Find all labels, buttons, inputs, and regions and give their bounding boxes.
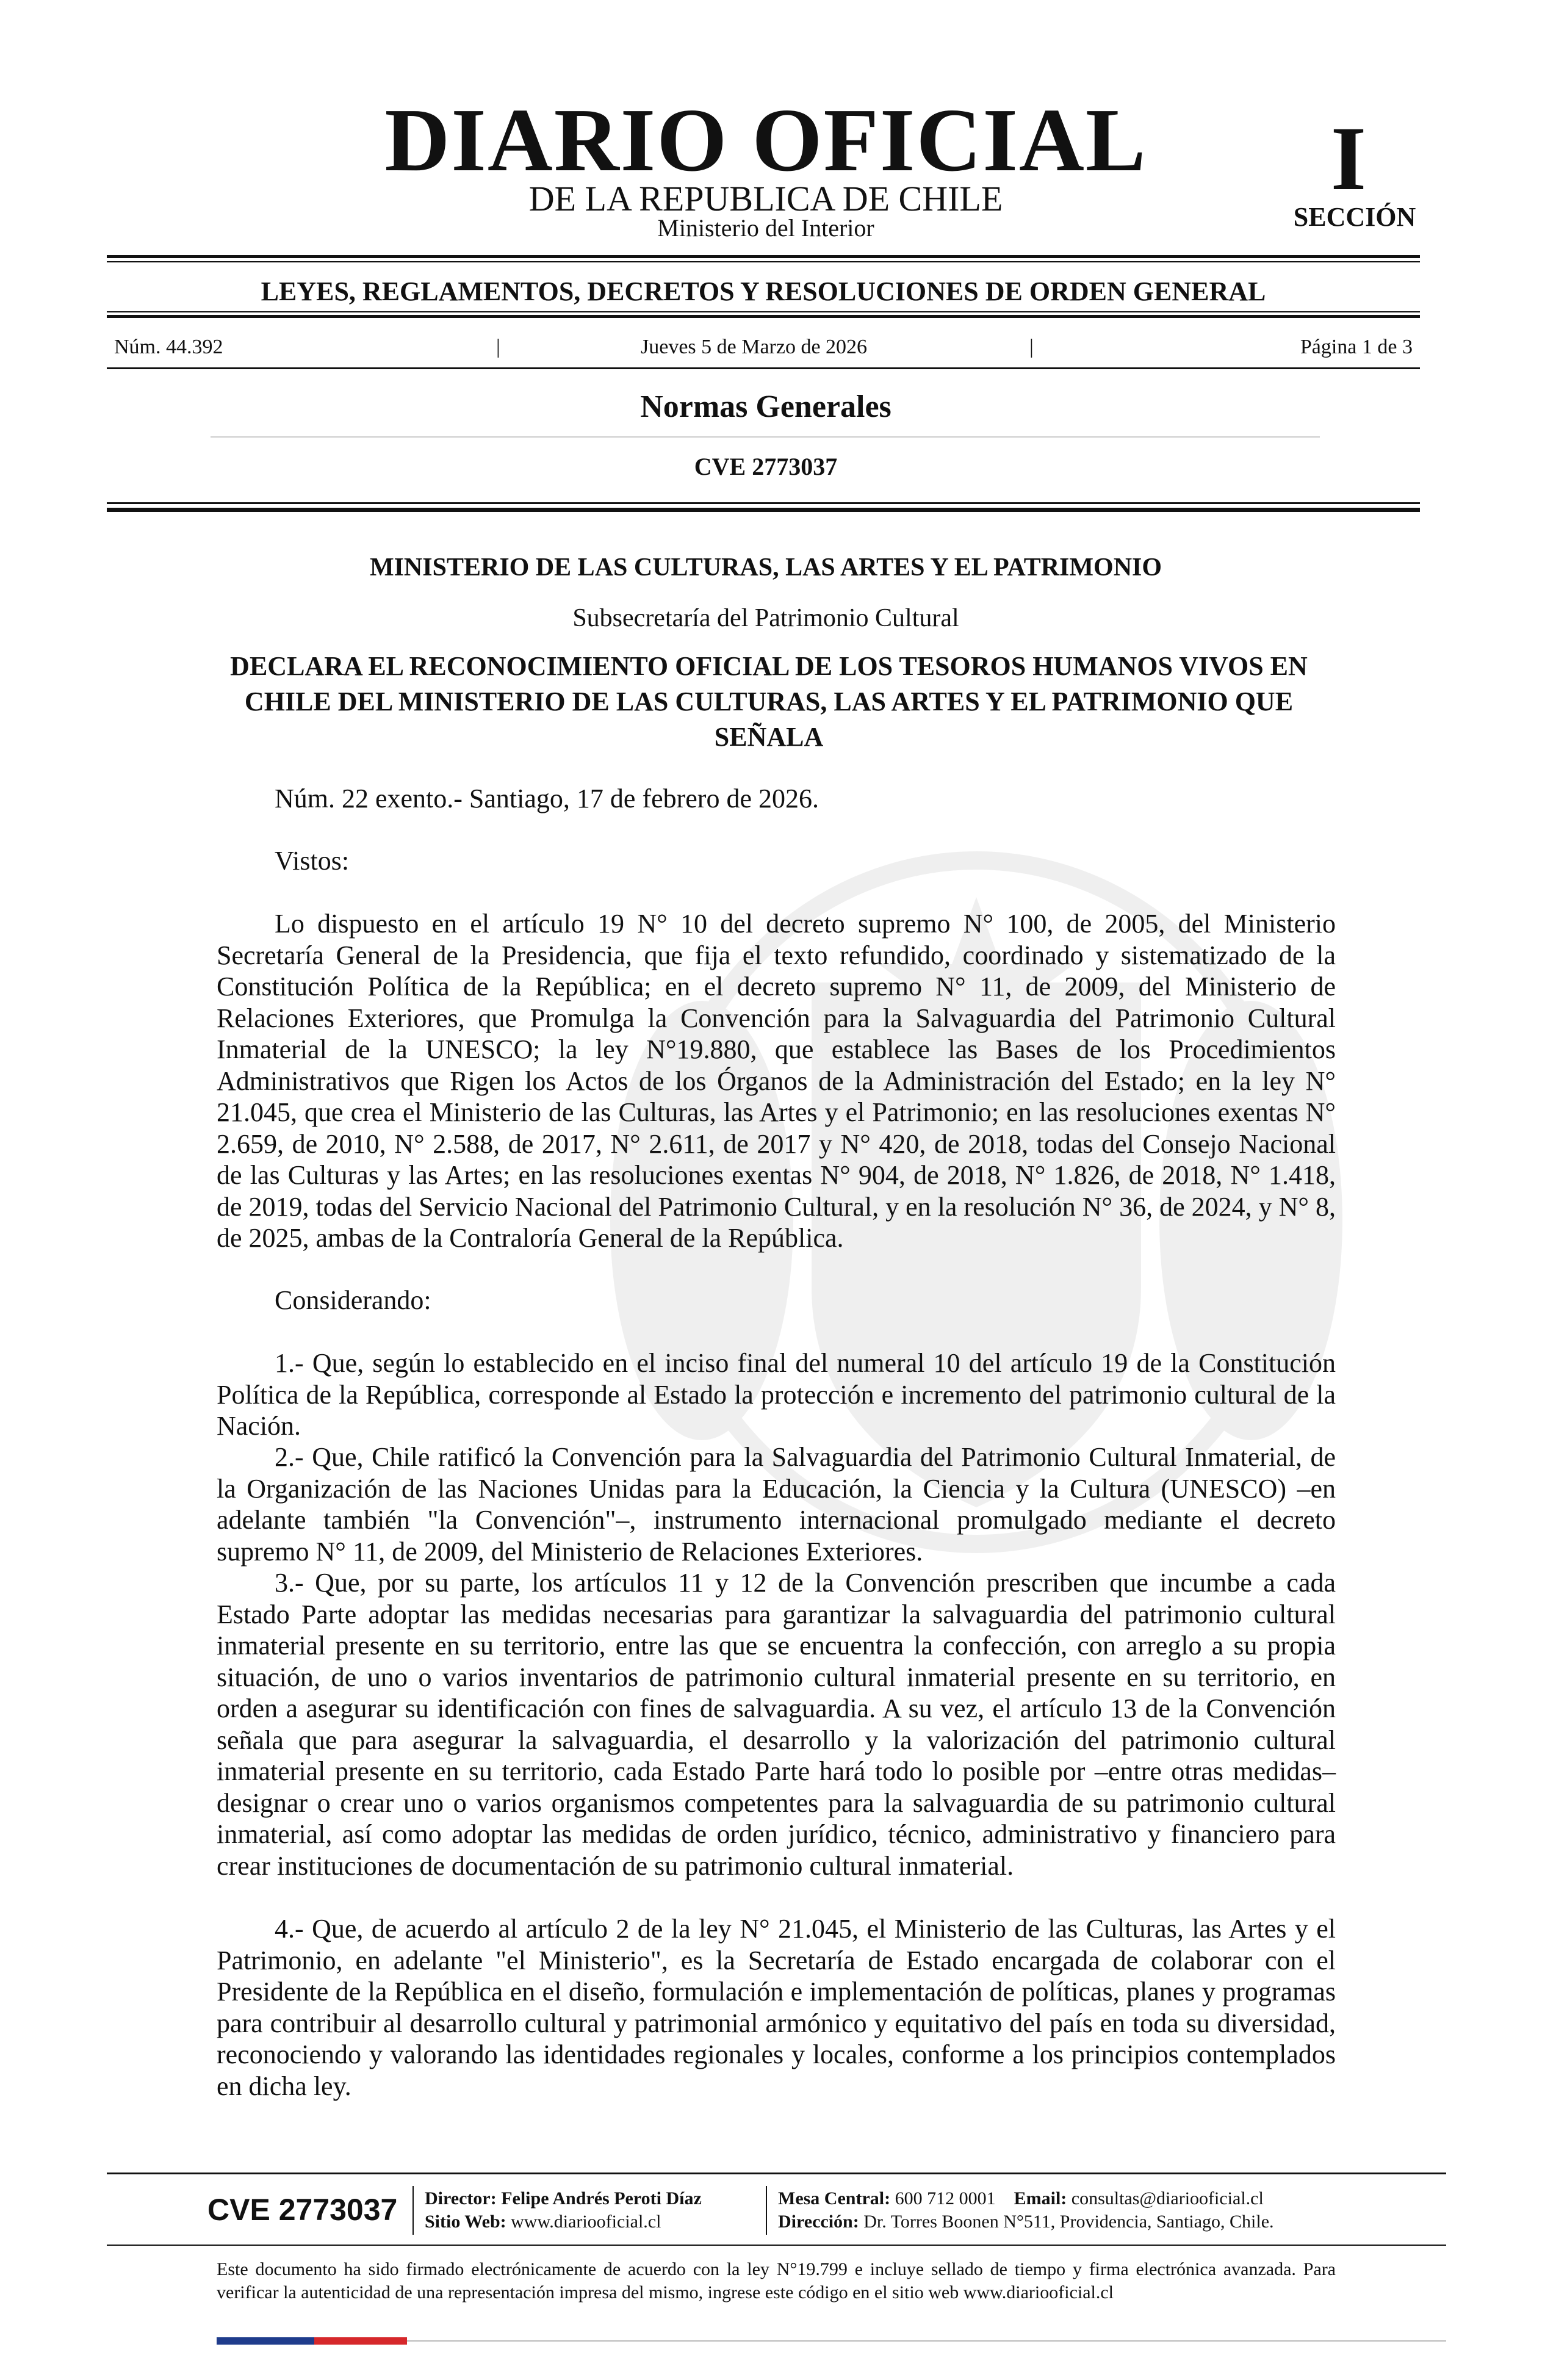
considerando-paragraph: 1.- Que, según lo establecido en el inciso final del numeral 10 del artículo 19 de la Constitución Política de la República, corresponde al Estado la protección e incremento del patrimonio cultural de la Nación. [217, 1348, 1336, 1441]
footer-director-block [425, 2187, 702, 2234]
vistos-heading: Vistos: [275, 846, 350, 876]
document-ministry: MINISTERIO DE LAS CULTURAS, LAS ARTES Y EL PATRIMONIO [369, 554, 1162, 582]
section-number: I [1330, 108, 1367, 209]
email-label: Email: [1014, 2188, 1067, 2209]
vistos-paragraph: Lo dispuesto en el artículo 19 N° 10 del decreto supremo N° 100, de 2005, del Ministerio Secretaría General de la Presidencia, que fija el texto refundido, coordinado y sistematizado de la Constitución Política de la República; en el decreto supremo N° 11, de 2009, del Ministerio de Relaciones Exteriores, que Promulga la Convención para la Salvaguardia del Patrimonio Cultural Inmaterial de la UNESCO; la ley N°19.880, que establece las Bases de los Procedimientos Administrativos que Rigen los Actos de los Órganos de la Administración del Estado; en la ley N° 21.045, que crea el Ministerio de las Culturas, las Artes y el Patrimonio; en las resoluciones exentas N° 2.659, de 2010, N° 2.588, de 2017, N° 2.611, de 2017 y N° 420, de 2018, todas del Consejo Nacional de las Culturas y las Artes; en las resoluciones exentas N° 904, de 2018, N° 1.826, de 2018, N° 1.418, de 2019, todas del Servicio Nacional del Patrimonio Cultural, y en la resolución N° 36, de 2024, y N° 8, de 2025, ambas de la Contraloría General de la República. [217, 909, 1336, 1253]
footer-contact-block [778, 2187, 1274, 2234]
divider [107, 2245, 1446, 2246]
footer-cve-code: CVE 2773037 [207, 2193, 398, 2227]
web-label: Sitio Web: [425, 2212, 506, 2232]
issue-bar [107, 330, 1420, 369]
divider [107, 311, 1420, 312]
section-title: Normas Generales [640, 389, 891, 424]
cve-code: CVE 2773037 [694, 453, 838, 480]
decree-number-line: Núm. 22 exento.- Santiago, 17 de febrero de 2026. [275, 784, 819, 813]
issue-separator: | [496, 336, 500, 358]
issue-separator: | [1029, 336, 1034, 358]
divider [107, 255, 1420, 258]
divider [107, 502, 1420, 504]
phone-label: Mesa Central: [778, 2188, 891, 2209]
considerando-paragraph: 2.- Que, Chile ratificó la Convención para la Salvaguardia del Patrimonio Cultural Inmaterial, de la Organización de las Naciones Unidas para la Educación, la Ciencia y la Cultura (UNESCO) –en adelante también "la Convención"–, instrumento internacional promulgado mediante el decreto supremo N° 11, de 2009, del Ministerio de Relaciones Exteriores. [217, 1442, 1336, 1567]
divider [211, 436, 1320, 438]
document-subsecretariat: Subsecretaría del Patrimonio Cultural [572, 604, 959, 632]
address-value: Dr. Torres Boonen N°511, Providencia, Santiago, Chile. [863, 2212, 1274, 2232]
flag-stripe-blue [217, 2337, 314, 2345]
newspaper-title: DIARIO OFICIAL [384, 90, 1147, 190]
section-band [107, 262, 1420, 330]
newspaper-subtitle: DE LA REPUBLICA DE CHILE [528, 179, 1003, 218]
divider [412, 2186, 414, 2235]
band-title: LEYES, REGLAMENTOS, DECRETOS Y RESOLUCIONES DE ORDEN GENERAL [261, 276, 1266, 306]
issue-date: Jueves 5 de Marzo de 2026 [641, 336, 868, 358]
divider [766, 2186, 767, 2235]
document-title: DECLARA EL RECONOCIMIENTO OFICIAL DE LOS TESOROS HUMANOS VIVOS EN CHILE DEL MINISTERIO DE LAS CULTURAS, LAS ARTES Y EL PATRIMONIO QUE SEÑALA [230, 651, 1308, 752]
website-link[interactable]: www.diariooficial.cl [511, 2212, 661, 2232]
issue-number: Núm. 44.392 [114, 336, 223, 358]
newspaper-ministry: Ministerio del Interior [657, 214, 874, 242]
considerando-heading: Considerando: [275, 1285, 431, 1315]
divider [107, 508, 1420, 512]
page-number: Página 1 de 3 [1300, 336, 1413, 358]
divider [107, 315, 1420, 318]
director-name: Felipe Andrés Peroti Díaz [501, 2188, 702, 2209]
director-label: Director: [425, 2188, 497, 2209]
section-label: SECCIÓN [1293, 202, 1416, 232]
signature-notice: Este documento ha sido firmado electrónicamente de acuerdo con la ley N°19.799 e incluye sellado de tiempo y firma electrónica avanzada. Para verificar la autenticidad de una representación impresa del mismo, ingrese este código en el sitio web www.diariooficial.cl [217, 2259, 1336, 2302]
divider [107, 367, 1420, 369]
divider [107, 2173, 1446, 2174]
page-footer [0, 2173, 1556, 2380]
flag-stripe-red [314, 2337, 407, 2345]
masthead [0, 92, 1556, 244]
phone-value: 600 712 0001 [895, 2188, 996, 2209]
email-link[interactable]: consultas@diariooficial.cl [1071, 2188, 1264, 2209]
considerando-paragraph: 4.- Que, de acuerdo al artículo 2 de la ley N° 21.045, el Ministerio de las Culturas, las Artes y el Patrimonio, en adelante "el Ministerio", es la Secretaría de Estado encargada de colaborar con el Presidente de la República en el diseño, formulación e implementación de políticas, planes y programas para contribuir al desarrollo cultural y patrimonial armónico y equitativo del país en toda su diversidad, reconociendo y valorando las identidades regionales y locales, conforme a los principios contemplados en dicha ley. [217, 1914, 1336, 2101]
address-label: Dirección: [778, 2212, 859, 2232]
considerando-paragraph: 3.- Que, por su parte, los artículos 11 y 12 de la Convención prescriben que incumbe a cada Estado Parte adoptar las medidas necesarias para garantizar la salvaguardia del patrimonio cultural inmaterial presente en su territorio, entre las que se encuentra la confección, con arreglo a su propia situación, de uno o varios inventarios de patrimonio cultural inmaterial presente en su territorio, en orden a asegurar su identificación con fines de salvaguardia. A su vez, el artículo 13 de la Convención señala que para asegurar la salvaguardia, el desarrollo y la valorización del patrimonio cultural inmaterial presente en su territorio, cada Estado Parte hará todo lo posible por –entre otras medidas– designar o crear uno o varios organismos competentes para la salvaguardia de su patrimonio cultural inmaterial, así como adoptar las medidas de orden jurídico, técnico, administrativo y financiero para crear instituciones de documentación de su patrimonio cultural inmaterial. [217, 1568, 1336, 1881]
divider [407, 2340, 1446, 2342]
